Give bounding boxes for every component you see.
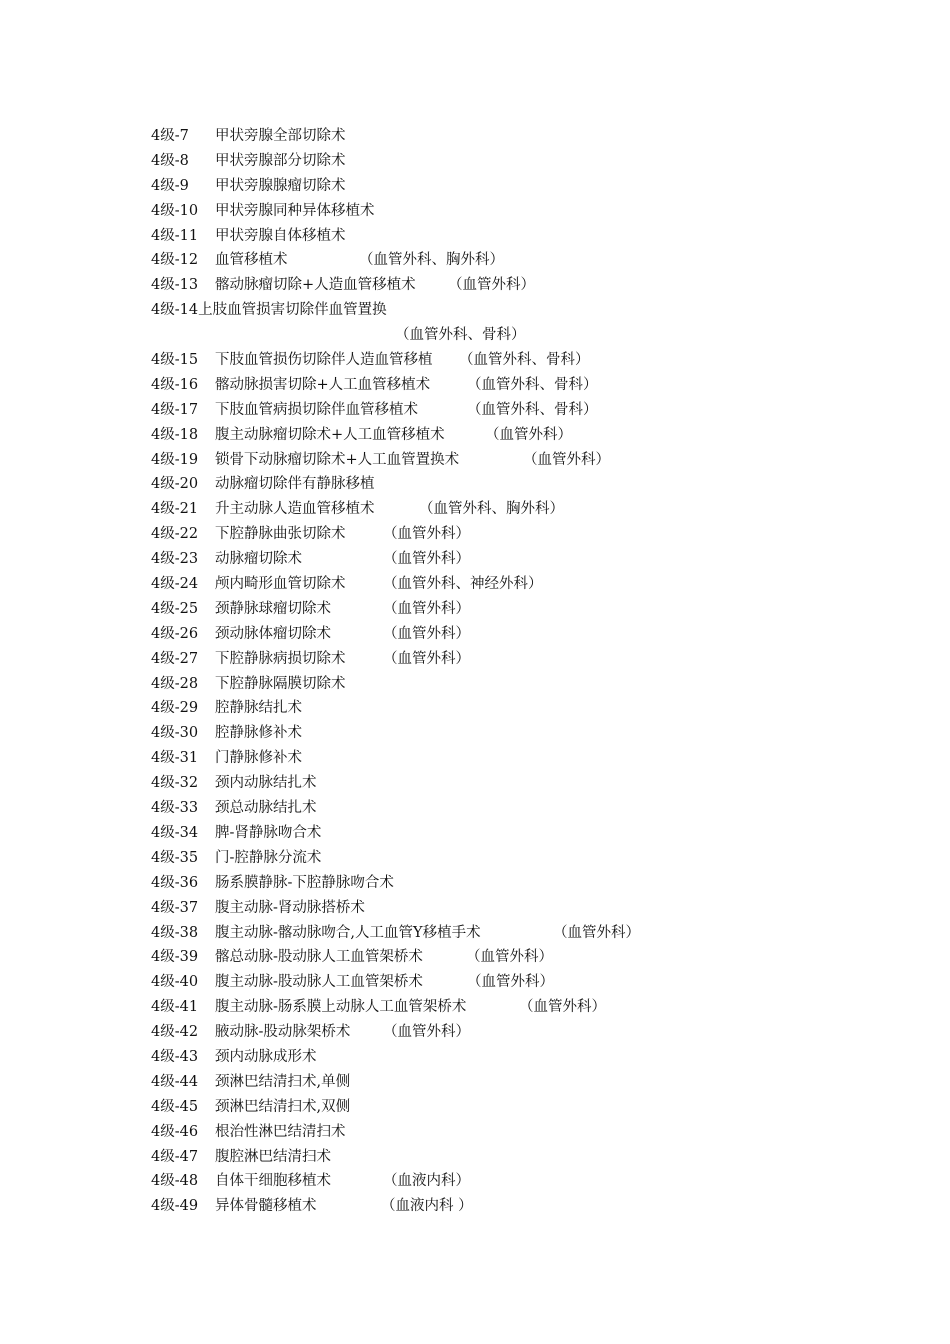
procedure-code: 4级-45 (151, 1098, 199, 1115)
procedure-name: 自体干细胞移植术 (215, 1173, 331, 1190)
procedure-name: 肠系膜静脉-下腔静脉吻合术 (215, 874, 394, 891)
procedure-name: 腔静脉结扎术 (215, 700, 302, 717)
list-item (151, 323, 911, 348)
list-item (151, 1120, 911, 1145)
procedure-name: 颈内动脉成形术 (215, 1048, 317, 1065)
procedure-name: 腹主动脉-髂动脉吻合,人工血管Y移植手术 (215, 924, 481, 941)
department-label: （血管外科） (383, 551, 470, 568)
procedure-name: 甲状旁腺部分切除术 (215, 152, 346, 169)
list-item (151, 1145, 911, 1170)
procedure-code: 4级-32 (151, 775, 199, 792)
procedure-name: 甲状旁腺自体移植术 (215, 227, 346, 244)
list-item (151, 647, 911, 672)
procedure-code: 4级-34 (151, 824, 199, 841)
list-item (151, 1070, 911, 1095)
procedure-code: 4级-27 (151, 650, 199, 667)
procedure-code: 4级-47 (151, 1148, 199, 1165)
department-label: （血管外科） (523, 451, 610, 468)
list-item (151, 572, 911, 597)
procedure-name: 颈动脉体瘤切除术 (215, 625, 331, 642)
procedure-code: 4级-8 (151, 152, 189, 169)
procedure-code: 4级-26 (151, 625, 199, 642)
list-item (151, 1169, 911, 1194)
department-label: （血管外科、胸外科） (419, 501, 564, 518)
procedure-code: 4级-10 (151, 202, 199, 219)
procedure-code: 4级-16 (151, 376, 199, 393)
list-item (151, 970, 911, 995)
procedure-name: 锁骨下动脉瘤切除术+人工血管置换术 (215, 451, 460, 468)
procedure-code: 4级-49 (151, 1198, 199, 1215)
procedure-code: 4级-9 (151, 177, 189, 194)
list-item (151, 273, 911, 298)
procedure-code: 4级-11 (151, 227, 199, 244)
procedure-code: 4级-25 (151, 600, 199, 617)
procedure-code: 4级-22 (151, 526, 199, 543)
list-item (151, 373, 911, 398)
procedure-list (151, 124, 911, 1219)
procedure-code: 4级-44 (151, 1073, 199, 1090)
department-label: （血管外科、骨科） (467, 401, 598, 418)
list-item (151, 522, 911, 547)
procedure-code: 4级-7 (151, 128, 189, 144)
procedure-code: 4级-24 (151, 576, 199, 593)
procedure-code: 4级-14 (151, 302, 199, 319)
procedure-name: 下肢血管病损切除伴血管移植术 (215, 401, 418, 418)
procedure-code: 4级-40 (151, 974, 199, 991)
procedure-name: 门-腔静脉分流术 (215, 849, 322, 866)
department-label: （血管外科） (519, 999, 606, 1016)
procedure-name: 颈淋巴结清扫术,单侧 (215, 1073, 351, 1090)
procedure-code: 4级-21 (151, 501, 199, 518)
procedure-name: 髂动脉瘤切除+人造血管移植术 (215, 277, 416, 294)
list-item (151, 547, 911, 572)
procedure-code: 4级-33 (151, 800, 199, 817)
procedure-name: 升主动脉人造血管移植术 (215, 501, 375, 518)
procedure-code: 4级-48 (151, 1173, 199, 1190)
department-label: （血管外科、胸外科） (359, 252, 504, 269)
procedure-code: 4级-39 (151, 949, 199, 966)
procedure-name: 门静脉修补术 (215, 750, 302, 767)
list-item (151, 1020, 911, 1045)
list-item (151, 199, 911, 224)
procedure-code: 4级-23 (151, 551, 199, 568)
procedure-name: 腹主动脉-肠系膜上动脉人工血管架桥术 (215, 999, 467, 1016)
department-label: （血管外科、神经外科） (383, 576, 543, 593)
list-item (151, 224, 911, 249)
list-item (151, 796, 911, 821)
list-item (151, 149, 911, 174)
procedure-name: 髂动脉损害切除+人工血管移植术 (215, 376, 431, 393)
procedure-code: 4级-35 (151, 849, 199, 866)
procedure-name: 血管移植术 (215, 252, 288, 269)
department-label: （血管外科） (553, 924, 640, 941)
list-item (151, 921, 911, 946)
list-item (151, 298, 911, 323)
department-label: （血管外科） (485, 426, 572, 443)
procedure-name: 动脉瘤切除术 (215, 551, 302, 568)
procedure-name: 根治性淋巴结清扫术 (215, 1123, 346, 1140)
list-item (151, 696, 911, 721)
list-item (151, 448, 911, 473)
procedure-code: 4级-13 (151, 277, 199, 294)
procedure-code: 4级-18 (151, 426, 199, 443)
list-item (151, 497, 911, 522)
procedure-name: 腹腔淋巴结清扫术 (215, 1148, 331, 1165)
list-item (151, 398, 911, 423)
list-item (151, 995, 911, 1020)
list-item (151, 348, 911, 373)
department-label: （血管外科、骨科） (395, 327, 526, 344)
procedure-code: 4级-31 (151, 750, 199, 767)
list-item (151, 1095, 911, 1120)
list-item (151, 672, 911, 697)
procedure-code: 4级-42 (151, 1024, 199, 1041)
procedure-code: 4级-41 (151, 999, 199, 1016)
list-item (151, 746, 911, 771)
list-item (151, 871, 911, 896)
procedure-name: 颅内畸形血管切除术 (215, 576, 346, 593)
department-label: （血管外科） (383, 526, 470, 543)
procedure-name: 异体骨髓移植术 (215, 1198, 317, 1215)
procedure-name: 颈静脉球瘤切除术 (215, 600, 331, 617)
department-label: （血管外科） (466, 949, 553, 966)
procedure-code: 4级-17 (151, 401, 199, 418)
list-item (151, 1045, 911, 1070)
procedure-name: 腋动脉-股动脉架桥术 (215, 1024, 351, 1041)
procedure-name: 髂总动脉-股动脉人工血管架桥术 (215, 949, 423, 966)
department-label: （血液内科 ） (381, 1198, 473, 1215)
procedure-code: 4级-20 (151, 476, 199, 493)
procedure-name: 下腔静脉曲张切除术 (215, 526, 346, 543)
list-item (151, 896, 911, 921)
list-item (151, 248, 911, 273)
procedure-code: 4级-46 (151, 1123, 199, 1140)
procedure-name: 颈内动脉结扎术 (215, 775, 317, 792)
procedure-name: 腹主动脉瘤切除术+人工血管移植术 (215, 426, 445, 443)
list-item (151, 472, 911, 497)
procedure-code: 4级-15 (151, 352, 199, 369)
procedure-name: 甲状旁腺同种异体移植术 (215, 202, 375, 219)
department-label: （血管外科） (383, 600, 470, 617)
list-item (151, 423, 911, 448)
procedure-name: 颈淋巴结清扫术,双侧 (215, 1098, 351, 1115)
list-item (151, 174, 911, 199)
department-label: （血管外科） (383, 1024, 470, 1041)
department-label: （血管外科） (383, 625, 470, 642)
procedure-name: 甲状旁腺全部切除术 (215, 128, 346, 144)
procedure-code: 4级-30 (151, 725, 199, 742)
list-item (151, 622, 911, 647)
department-label: （血管外科） (448, 277, 535, 294)
list-item (151, 1194, 911, 1219)
procedure-name: 腹主动脉-股动脉人工血管架桥术 (215, 974, 423, 991)
list-item (151, 846, 911, 871)
procedure-name: 动脉瘤切除伴有静脉移植 (215, 476, 375, 493)
procedure-name: 甲状旁腺腺瘤切除术 (215, 177, 346, 194)
procedure-code: 4级-36 (151, 874, 199, 891)
department-label: （血管外科） (383, 650, 470, 667)
procedure-name: 下腔静脉隔膜切除术 (215, 675, 346, 692)
list-item (151, 945, 911, 970)
procedure-name: 脾-肾静脉吻合术 (215, 824, 322, 841)
procedure-name: 颈总动脉结扎术 (215, 800, 317, 817)
procedure-name: 下腔静脉病损切除术 (215, 650, 346, 667)
department-label: （血管外科、骨科） (467, 376, 598, 393)
procedure-code: 4级-43 (151, 1048, 199, 1065)
list-item (151, 597, 911, 622)
department-label: （血管外科、骨科） (459, 352, 590, 369)
procedure-code: 4级-38 (151, 924, 199, 941)
list-item (151, 721, 911, 746)
list-item (151, 821, 911, 846)
procedure-name: 上肢血管损害切除伴血管置换 (198, 302, 387, 319)
list-item (151, 124, 911, 149)
procedure-code: 4级-19 (151, 451, 199, 468)
procedure-name: 下肢血管损伤切除伴人造血管移植 (215, 352, 433, 369)
list-item (151, 771, 911, 796)
procedure-code: 4级-37 (151, 899, 199, 916)
procedure-name: 腔静脉修补术 (215, 725, 302, 742)
procedure-code: 4级-12 (151, 252, 199, 269)
procedure-code: 4级-28 (151, 675, 199, 692)
procedure-name: 腹主动脉-肾动脉搭桥术 (215, 899, 365, 916)
department-label: （血液内科） (383, 1173, 470, 1190)
procedure-code: 4级-29 (151, 700, 199, 717)
department-label: （血管外科） (467, 974, 554, 991)
